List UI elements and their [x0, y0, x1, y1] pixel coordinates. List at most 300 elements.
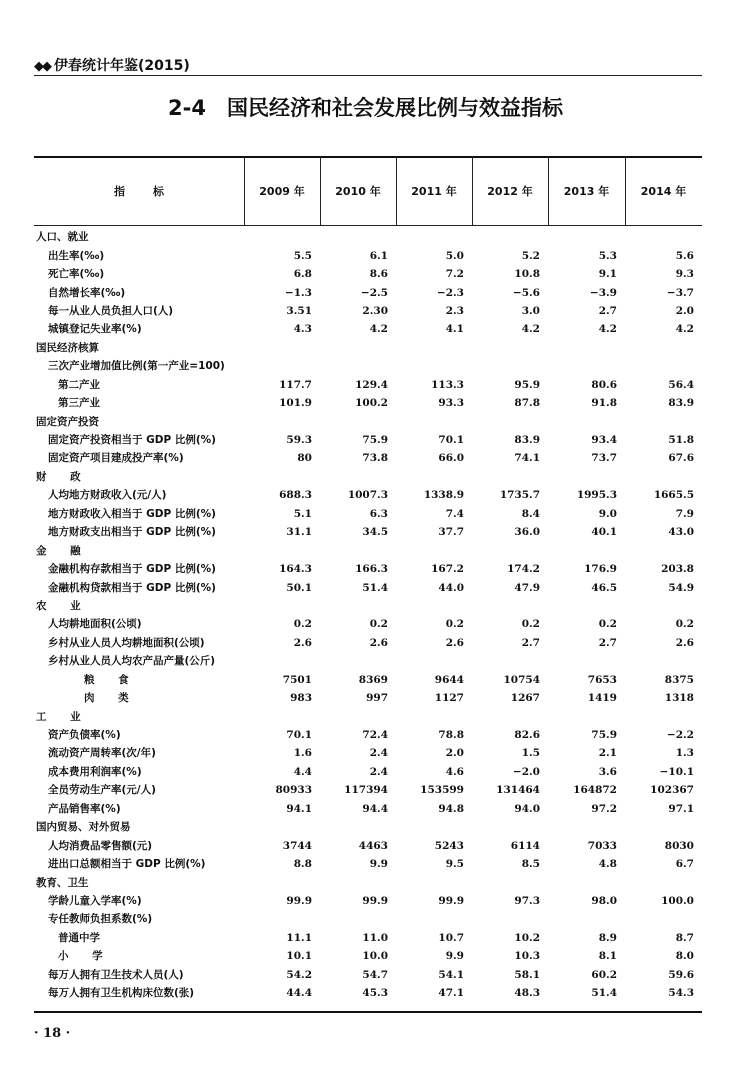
running-header-text: 伊春统计年鉴(2015): [54, 58, 190, 74]
row-label: 人口、就业: [36, 231, 89, 244]
section-row: [34, 910, 702, 928]
row-label: 工 业: [36, 710, 91, 723]
value-cell: 2.7: [598, 636, 617, 649]
row-label: 地方财政支出相当于 GDP 比例(%): [48, 526, 216, 539]
value-cell: 83.9: [668, 397, 694, 410]
value-cell: 129.4: [355, 378, 388, 391]
row-label: 普通中学: [58, 931, 100, 944]
value-cell: [396, 357, 472, 375]
row-label: 死亡率(‰): [48, 268, 105, 281]
value-cell: [244, 357, 320, 375]
running-header: [34, 55, 190, 75]
value-cell: 5.2: [521, 249, 540, 262]
value-cell: 70.1: [286, 729, 312, 742]
value-cell: [472, 707, 548, 725]
row-label: 自然增长率(‰): [48, 286, 126, 299]
value-cell: [472, 873, 548, 891]
value-cell: 10.7: [438, 931, 464, 944]
row-label: 流动资产周转率(次/年): [48, 747, 156, 760]
value-cell: 10754: [503, 673, 540, 686]
page-title: 2-4 国民经济和社会发展比例与效益指标: [168, 96, 563, 120]
value-cell: [548, 910, 625, 928]
table-row: [34, 486, 702, 504]
value-cell: [396, 597, 472, 615]
table-row: [34, 892, 702, 910]
table-bottom-rule: [34, 1011, 702, 1013]
row-label: 三次产业增加值比例(第一产业=100): [48, 360, 225, 373]
value-cell: 1318: [664, 692, 694, 705]
table-row: [34, 855, 702, 873]
value-cell: 3744: [282, 839, 312, 852]
value-cell: 8.9: [598, 931, 617, 944]
value-cell: 167.2: [431, 563, 464, 576]
value-cell: 100.2: [355, 397, 388, 410]
section-row: [34, 818, 702, 836]
value-cell: [320, 412, 396, 430]
row-label: 第二产业: [58, 378, 100, 391]
value-cell: 60.2: [591, 968, 617, 981]
table-row: [34, 431, 702, 449]
section-row: [34, 541, 702, 559]
value-cell: 164.3: [279, 563, 312, 576]
page-number: · 18 ·: [34, 1026, 71, 1041]
value-cell: 0.2: [521, 618, 540, 631]
value-cell: 101.9: [279, 397, 312, 410]
row-label: 肉 类: [84, 692, 139, 705]
value-cell: 59.6: [668, 968, 694, 981]
row-label: 人均消费品零售额(元): [48, 839, 153, 852]
value-cell: 2.0: [445, 747, 464, 760]
value-cell: 54.7: [362, 968, 388, 981]
row-label: 资产负债率(%): [48, 729, 121, 742]
row-label: 小 学: [58, 950, 113, 963]
value-cell: 87.8: [514, 397, 540, 410]
value-cell: [548, 339, 625, 357]
value-cell: [244, 818, 320, 836]
value-cell: [320, 468, 396, 486]
value-cell: 8369: [358, 673, 388, 686]
value-cell: 6114: [510, 839, 540, 852]
value-cell: 7653: [587, 673, 617, 686]
value-cell: 3.0: [521, 304, 540, 317]
row-label: 每一从业人员负担人口(人): [48, 304, 174, 317]
value-cell: 48.3: [514, 987, 540, 1000]
value-cell: 80: [297, 452, 312, 465]
value-cell: 94.4: [362, 802, 388, 815]
value-cell: 80.6: [591, 378, 617, 391]
value-cell: 72.4: [362, 729, 388, 742]
value-cell: [396, 339, 472, 357]
value-cell: 5.6: [675, 249, 694, 262]
value-cell: 1338.9: [423, 489, 464, 502]
value-cell: 83.9: [514, 434, 540, 447]
year-header: 2011 年: [411, 185, 457, 198]
table-row: [34, 578, 702, 596]
value-cell: 2.4: [369, 765, 388, 778]
value-cell: 99.9: [286, 894, 312, 907]
value-cell: 2.3: [445, 304, 464, 317]
row-label: 国民经济核算: [36, 341, 99, 354]
table-row: [34, 966, 702, 984]
value-cell: [396, 707, 472, 725]
value-cell: 31.1: [286, 526, 312, 539]
value-cell: −1.3: [284, 286, 312, 299]
value-cell: 9.9: [369, 858, 388, 871]
value-cell: 74.1: [514, 452, 540, 465]
value-cell: [472, 468, 548, 486]
value-cell: −2.3: [436, 286, 464, 299]
value-cell: [472, 818, 548, 836]
value-cell: 34.5: [362, 526, 388, 539]
section-row: [34, 652, 702, 670]
table-row: [34, 763, 702, 781]
value-cell: [320, 873, 396, 891]
value-cell: 1995.3: [576, 489, 617, 502]
value-cell: 51.4: [362, 581, 388, 594]
table-row: [34, 505, 702, 523]
value-cell: [472, 339, 548, 357]
value-cell: 1665.5: [653, 489, 694, 502]
value-cell: [396, 818, 472, 836]
value-cell: 9.3: [675, 268, 694, 281]
table-row: [34, 283, 702, 301]
value-cell: [244, 652, 320, 670]
row-label: 城镇登记失业率(%): [48, 323, 142, 336]
table-row: [34, 800, 702, 818]
value-cell: 117.7: [279, 378, 312, 391]
value-cell: [244, 468, 320, 486]
value-cell: [625, 339, 702, 357]
value-cell: 7.9: [675, 507, 694, 520]
value-cell: 97.2: [591, 802, 617, 815]
value-cell: 3.51: [286, 304, 312, 317]
table-row: [34, 560, 702, 578]
row-label: 农 业: [36, 599, 91, 612]
value-cell: 2.7: [598, 304, 617, 317]
value-cell: [625, 357, 702, 375]
table-row: [34, 726, 702, 744]
value-cell: [472, 597, 548, 615]
value-cell: [548, 228, 625, 246]
table-row: [34, 246, 702, 264]
row-label: 地方财政收入相当于 GDP 比例(%): [48, 507, 216, 520]
row-label: 专任教师负担系数(%): [48, 913, 153, 926]
year-header: 2012 年: [487, 185, 533, 198]
value-cell: [548, 597, 625, 615]
value-cell: 9.9: [445, 950, 464, 963]
row-label: 固定资产项目建成投产率(%): [48, 452, 184, 465]
value-cell: −10.1: [659, 765, 694, 778]
value-cell: 44.0: [438, 581, 464, 594]
value-cell: 4.2: [598, 323, 617, 336]
value-cell: −3.7: [666, 286, 694, 299]
value-cell: 1267: [510, 692, 540, 705]
value-cell: [548, 357, 625, 375]
value-cell: 5.0: [445, 249, 464, 262]
value-cell: 8.5: [521, 858, 540, 871]
value-cell: 56.4: [668, 378, 694, 391]
table-row: [34, 302, 702, 320]
value-cell: [244, 339, 320, 357]
value-cell: 8030: [664, 839, 694, 852]
table-row: [34, 376, 702, 394]
value-cell: 1127: [434, 692, 464, 705]
value-cell: [396, 910, 472, 928]
value-cell: 2.7: [521, 636, 540, 649]
row-label: 每万人拥有卫生技术人员(人): [48, 968, 184, 981]
section-row: [34, 873, 702, 891]
value-cell: [472, 910, 548, 928]
value-cell: [548, 818, 625, 836]
value-cell: 94.8: [438, 802, 464, 815]
year-header: 2014 年: [640, 185, 687, 198]
row-label: 人均耕地面积(公顷): [48, 618, 142, 631]
value-cell: 51.8: [668, 434, 694, 447]
value-cell: 8375: [664, 673, 694, 686]
row-label: 国内贸易、对外贸易: [36, 821, 131, 834]
value-cell: 2.30: [362, 304, 388, 317]
value-cell: 174.2: [507, 563, 540, 576]
row-label: 产品销售率(%): [48, 802, 121, 815]
value-cell: 6.7: [675, 858, 694, 871]
value-cell: 10.2: [514, 931, 540, 944]
table-row: [34, 836, 702, 854]
value-cell: [625, 707, 702, 725]
value-cell: 2.4: [369, 747, 388, 760]
value-cell: 97.3: [514, 894, 540, 907]
value-cell: [548, 541, 625, 559]
value-cell: 8.6: [369, 268, 388, 281]
value-cell: 4.3: [293, 323, 312, 336]
value-cell: 1.5: [521, 747, 540, 760]
row-label: 乡村从业人员人均耕地面积(公顷): [48, 636, 205, 649]
value-cell: 43.0: [668, 526, 694, 539]
value-cell: 1.3: [675, 747, 694, 760]
value-cell: [548, 707, 625, 725]
value-cell: 5243: [434, 839, 464, 852]
value-cell: 2.6: [675, 636, 694, 649]
value-cell: 78.8: [438, 729, 464, 742]
value-cell: [320, 597, 396, 615]
table-row: [34, 671, 702, 689]
value-cell: [625, 818, 702, 836]
row-label: 粮 食: [84, 673, 139, 686]
value-cell: 6.8: [293, 268, 312, 281]
section-row: [34, 707, 702, 725]
value-cell: 4.8: [598, 858, 617, 871]
value-cell: [625, 468, 702, 486]
table-row: [34, 781, 702, 799]
value-cell: 2.6: [445, 636, 464, 649]
value-cell: 4.4: [293, 765, 312, 778]
value-cell: [244, 597, 320, 615]
value-cell: [244, 541, 320, 559]
value-cell: 2.1: [598, 747, 617, 760]
value-cell: [625, 228, 702, 246]
value-cell: 164872: [573, 784, 617, 797]
value-cell: 82.6: [514, 729, 540, 742]
table-row: [34, 265, 702, 283]
value-cell: −3.9: [589, 286, 617, 299]
value-cell: 99.9: [438, 894, 464, 907]
value-cell: [472, 541, 548, 559]
value-cell: 75.9: [591, 729, 617, 742]
value-cell: 10.3: [514, 950, 540, 963]
value-cell: 8.1: [598, 950, 617, 963]
value-cell: [396, 412, 472, 430]
value-cell: 70.1: [438, 434, 464, 447]
section-row: [34, 357, 702, 375]
row-label: 第三产业: [58, 397, 100, 410]
value-cell: [396, 873, 472, 891]
value-cell: −2.5: [360, 286, 388, 299]
table-row: [34, 984, 702, 1002]
value-cell: [548, 412, 625, 430]
row-label: 金融机构存款相当于 GDP 比例(%): [48, 563, 216, 576]
row-label: 乡村从业人员人均农产品产量(公斤): [48, 655, 216, 668]
value-cell: 67.6: [668, 452, 694, 465]
value-cell: [320, 541, 396, 559]
value-cell: 1.6: [293, 747, 312, 760]
value-cell: [472, 357, 548, 375]
value-cell: 6.3: [369, 507, 388, 520]
diamond-marks: ◆◆: [34, 59, 50, 74]
value-cell: 7033: [587, 839, 617, 852]
value-cell: 73.7: [591, 452, 617, 465]
value-cell: [625, 541, 702, 559]
section-row: [34, 339, 702, 357]
value-cell: 2.0: [675, 304, 694, 317]
table-row: [34, 744, 702, 762]
value-cell: [244, 873, 320, 891]
value-cell: 45.3: [362, 987, 388, 1000]
row-label: 成本费用利润率(%): [48, 765, 142, 778]
value-cell: 98.0: [591, 894, 617, 907]
value-cell: 46.5: [591, 581, 617, 594]
value-cell: 58.1: [514, 968, 540, 981]
value-cell: 6.1: [369, 249, 388, 262]
value-cell: 9.5: [445, 858, 464, 871]
value-cell: 0.2: [598, 618, 617, 631]
row-label: 每万人拥有卫生机构床位数(张): [48, 987, 195, 1000]
value-cell: [625, 873, 702, 891]
value-cell: 8.7: [675, 931, 694, 944]
value-cell: 8.4: [521, 507, 540, 520]
table-row: [34, 634, 702, 652]
value-cell: 54.9: [668, 581, 694, 594]
value-cell: 983: [290, 692, 312, 705]
value-cell: [244, 910, 320, 928]
value-cell: 10.1: [286, 950, 312, 963]
value-cell: [320, 228, 396, 246]
value-cell: [244, 228, 320, 246]
value-cell: 54.1: [438, 968, 464, 981]
value-cell: 47.9: [514, 581, 540, 594]
value-cell: 4.2: [521, 323, 540, 336]
value-cell: [320, 357, 396, 375]
row-label: 金 融: [36, 544, 91, 557]
value-cell: 0.2: [675, 618, 694, 631]
value-cell: 44.4: [286, 987, 312, 1000]
table-row: [34, 449, 702, 467]
table-header-rule: [34, 225, 702, 226]
table-row: [34, 929, 702, 947]
value-cell: 10.0: [362, 950, 388, 963]
value-cell: 54.3: [668, 987, 694, 1000]
value-cell: 131464: [496, 784, 540, 797]
value-cell: 5.5: [293, 249, 312, 262]
value-cell: [548, 873, 625, 891]
value-cell: [625, 910, 702, 928]
value-cell: 11.1: [286, 931, 312, 944]
value-cell: 50.1: [286, 581, 312, 594]
value-cell: [396, 228, 472, 246]
value-cell: [625, 412, 702, 430]
indicator-column-header: 指标: [114, 185, 192, 198]
value-cell: 93.3: [438, 397, 464, 410]
value-cell: [320, 910, 396, 928]
value-cell: 3.6: [598, 765, 617, 778]
value-cell: 166.3: [355, 563, 388, 576]
value-cell: 2.6: [293, 636, 312, 649]
value-cell: 117394: [344, 784, 388, 797]
value-cell: 66.0: [438, 452, 464, 465]
value-cell: [320, 339, 396, 357]
row-label: 学龄儿童入学率(%): [48, 894, 142, 907]
value-cell: 4.2: [675, 323, 694, 336]
value-cell: 0.2: [445, 618, 464, 631]
value-cell: 73.8: [362, 452, 388, 465]
value-cell: 7501: [282, 673, 312, 686]
row-label: 出生率(‰): [48, 249, 105, 262]
value-cell: 97.1: [668, 802, 694, 815]
value-cell: 59.3: [286, 434, 312, 447]
value-cell: 9.0: [598, 507, 617, 520]
value-cell: 7.4: [445, 507, 464, 520]
value-cell: [244, 412, 320, 430]
value-cell: 153599: [420, 784, 464, 797]
row-label: 进出口总额相当于 GDP 比例(%): [48, 858, 206, 871]
value-cell: 176.9: [584, 563, 617, 576]
value-cell: [548, 652, 625, 670]
value-cell: 1007.3: [347, 489, 388, 502]
row-label: 财 政: [36, 470, 91, 483]
value-cell: 1735.7: [499, 489, 540, 502]
table-row: [34, 394, 702, 412]
value-cell: [625, 652, 702, 670]
value-cell: 2.6: [369, 636, 388, 649]
value-cell: 94.1: [286, 802, 312, 815]
row-label: 固定资产投资相当于 GDP 比例(%): [48, 434, 216, 447]
header-rule: [34, 75, 702, 76]
value-cell: 997: [366, 692, 388, 705]
value-cell: 40.1: [591, 526, 617, 539]
value-cell: 102367: [650, 784, 694, 797]
value-cell: [625, 597, 702, 615]
year-header: 2009 年: [259, 185, 305, 198]
value-cell: [472, 228, 548, 246]
value-cell: 5.1: [293, 507, 312, 520]
value-cell: 8.8: [293, 858, 312, 871]
value-cell: 93.4: [591, 434, 617, 447]
value-cell: 95.9: [514, 378, 540, 391]
indicator-table: [34, 228, 702, 1002]
value-cell: 4463: [358, 839, 388, 852]
value-cell: 5.3: [598, 249, 617, 262]
value-cell: 75.9: [362, 434, 388, 447]
row-label: 人均地方财政收入(元/人): [48, 489, 167, 502]
value-cell: [320, 707, 396, 725]
